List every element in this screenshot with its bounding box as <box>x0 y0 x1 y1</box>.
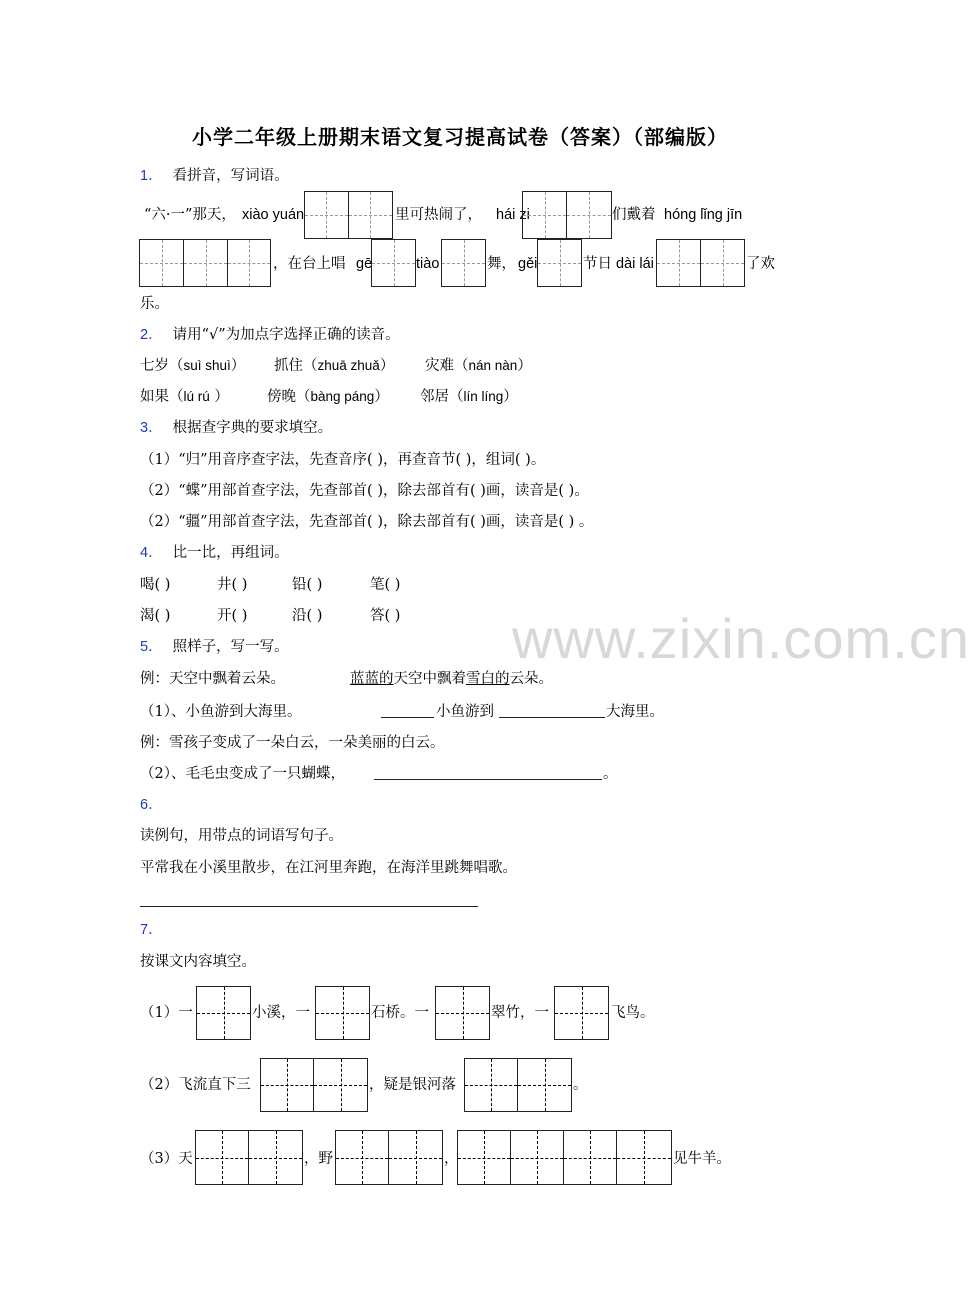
option-word: 抓住（ <box>274 358 318 374</box>
q1-pinyin: hái zi <box>496 207 530 223</box>
q5-example-2: 例：雪孩子变成了一朵白云，一朵美丽的白云。 <box>140 735 445 751</box>
q7-answer-grid[interactable] <box>554 986 609 1040</box>
q7-r2-text: ，疑是银河落 <box>369 1077 456 1093</box>
q7-r3-text: （3）天 <box>140 1151 193 1167</box>
q7-answer-grid[interactable] <box>435 986 490 1040</box>
question-prompt: 照样子，写一写。 <box>172 639 289 655</box>
grid-cell <box>261 1059 314 1111</box>
q1-answer-grid[interactable] <box>656 239 745 287</box>
grid-cell <box>314 1059 367 1111</box>
option-word: 如果（ <box>140 389 184 405</box>
question-1-header <box>140 166 289 186</box>
q3-line-1[interactable]: （1）“归”用音序查字法，先查音序( )，再查音节( )，组词( )。 <box>140 452 546 468</box>
grid-cell <box>523 192 567 238</box>
q2-option <box>140 387 229 407</box>
option-pinyin[interactable]: zhuā zhuǎ <box>317 358 380 373</box>
option-close: ） <box>379 358 395 374</box>
q4-item[interactable]: 渴( ) <box>140 608 171 624</box>
q1-answer-grid[interactable] <box>139 239 271 287</box>
option-word: 七岁（ <box>140 358 184 374</box>
q6-prompt: 读例句，用带点的词语写句子。 <box>140 828 343 844</box>
q5-sentence-1-end: 大海里。 <box>606 704 664 720</box>
question-prompt: 请用“√”为加点字选择正确的读音。 <box>172 327 400 343</box>
q1-text-g: 了欢 <box>746 256 775 272</box>
grid-cell <box>555 987 608 1039</box>
q7-r2-text: （2）飞流直下三 <box>140 1077 251 1093</box>
question-number: 7． <box>140 922 163 938</box>
underlined-word: 蓝蓝的 <box>350 671 394 687</box>
q7-r1-text: 翠竹，一 <box>491 1005 549 1021</box>
q5-sentence-1: （1）、小鱼游到大海里。 <box>140 704 302 720</box>
grid-cell <box>465 1059 518 1111</box>
q2-option <box>425 356 532 376</box>
question-number: 3． <box>140 420 163 436</box>
question-number: 2． <box>140 327 163 343</box>
grid-cell <box>617 1131 671 1184</box>
q6-example: 平常我在小溪里散步，在江河里奔跑，在海洋里跳舞唱歌。 <box>140 860 517 876</box>
question-7-header <box>140 920 173 940</box>
example-text: 天空中飘着 <box>393 671 466 687</box>
option-close: ） <box>209 389 229 405</box>
q2-option <box>267 387 389 407</box>
question-prompt: 根据查字典的要求填空。 <box>172 420 333 436</box>
q1-text-a: “六·一”那天， <box>144 207 236 223</box>
question-number: 4． <box>140 545 163 561</box>
grid-cell <box>196 1131 249 1184</box>
question-2-header <box>140 325 400 345</box>
answer-blank[interactable] <box>499 717 605 718</box>
q5-example-1: 例：天空中飘着云朵。 <box>140 671 285 687</box>
grid-cell <box>349 192 393 238</box>
question-6-header <box>140 795 173 815</box>
q1-text-f: 节日 <box>583 256 612 272</box>
q1-answer-grid[interactable] <box>371 239 416 287</box>
q7-answer-grid[interactable] <box>315 986 370 1040</box>
q1-pinyin: gē <box>356 256 373 272</box>
q1-pinyin: dài lái <box>616 256 654 272</box>
option-pinyin[interactable]: suì shuì <box>183 358 231 373</box>
q3-line-3[interactable]: （2）“疆”用部首查字法，先查部首( )，除去部首有( )画，读音是( ) 。 <box>140 514 594 530</box>
grid-cell <box>567 192 611 238</box>
grid-cell <box>197 987 250 1039</box>
q7-prompt: 按课文内容填空。 <box>140 954 256 970</box>
q1-text-e: 舞， <box>487 256 516 272</box>
answer-blank[interactable] <box>140 906 478 907</box>
question-3-header <box>140 418 332 438</box>
question-5-header <box>140 637 289 657</box>
question-number: 1． <box>140 168 163 184</box>
grid-cell <box>538 240 581 286</box>
answer-blank[interactable] <box>381 717 434 718</box>
q7-answer-grid[interactable] <box>260 1058 368 1112</box>
q4-item[interactable]: 开( ) <box>217 608 248 624</box>
watermark: www.zixin.com.cn <box>512 607 970 670</box>
option-word: 灾难（ <box>425 358 469 374</box>
q4-item[interactable]: 笔( ) <box>370 577 401 593</box>
grid-cell <box>564 1131 617 1184</box>
answer-blank[interactable] <box>374 779 602 780</box>
q2-option <box>420 387 518 407</box>
grid-cell <box>316 987 369 1039</box>
q4-item[interactable]: 答( ) <box>370 608 401 624</box>
grid-cell <box>140 240 184 286</box>
grid-cell <box>436 987 489 1039</box>
q3-line-2[interactable]: （2）“蝶”用部首查字法，先查部首( )，除去部首有( )画，读音是( )。 <box>140 483 589 499</box>
option-close: ） <box>503 389 518 405</box>
grid-cell <box>701 240 744 286</box>
option-pinyin[interactable]: lú rú <box>183 389 210 404</box>
q4-item[interactable]: 铅( ) <box>292 577 323 593</box>
grid-cell <box>184 240 228 286</box>
q7-r3-text: 见牛羊。 <box>673 1151 731 1167</box>
q1-pinyin: tiào <box>416 256 440 272</box>
q7-r3-text: ，野 <box>304 1151 333 1167</box>
q7-r3-text: ， <box>444 1151 459 1167</box>
question-prompt: 比一比，再组词。 <box>172 545 289 561</box>
q1-answer-grid[interactable] <box>304 191 393 239</box>
q7-r1-text: 石桥。一 <box>371 1005 429 1021</box>
grid-cell <box>518 1059 571 1111</box>
grid-cell <box>511 1131 564 1184</box>
q4-item[interactable]: 喝( ) <box>140 577 171 593</box>
grid-cell <box>458 1131 511 1184</box>
q1-pinyin: hóng lǐng jīn <box>664 207 743 223</box>
option-word: 傍晚（ <box>267 389 311 405</box>
q1-text-h: 乐。 <box>140 296 169 312</box>
q1-answer-grid[interactable] <box>537 239 582 287</box>
q7-answer-grid[interactable] <box>195 1130 303 1185</box>
q1-text-c: 们戴着 <box>612 207 656 223</box>
q1-answer-grid[interactable] <box>522 191 612 239</box>
q7-answer-grid[interactable] <box>457 1130 672 1185</box>
grid-cell <box>305 192 349 238</box>
grid-cell <box>228 240 270 286</box>
grid-cell <box>389 1131 442 1184</box>
q7-answer-grid[interactable] <box>196 986 251 1040</box>
q7-r1-text: 飞鸟。 <box>611 1005 655 1021</box>
q1-text-b: 里可热闹了， <box>395 207 482 223</box>
q4-item[interactable]: 井( ) <box>217 577 248 593</box>
q1-text-d: ，在台上唱 <box>273 256 346 272</box>
q5-sentence-1-mid: 小鱼游到 <box>436 704 494 720</box>
q1-pinyin: gěi <box>518 256 538 272</box>
option-pinyin[interactable]: bàng páng <box>310 389 375 404</box>
option-pinyin[interactable]: lín líng <box>463 389 504 404</box>
q7-r1-text: 小溪，一 <box>252 1005 310 1021</box>
option-close: ） <box>230 358 246 374</box>
q5-sentence-2: （2）、毛毛虫变成了一只蝴蝶， <box>140 766 345 782</box>
q5-sentence-2-end: 。 <box>603 766 618 782</box>
question-4-header <box>140 543 289 563</box>
grid-cell <box>657 240 701 286</box>
grid-cell <box>336 1131 389 1184</box>
q7-r2-text: 。 <box>573 1077 588 1093</box>
q1-pinyin: xiào yuán <box>242 207 305 223</box>
q4-item[interactable]: 沿( ) <box>292 608 323 624</box>
q7-answer-grid[interactable] <box>464 1058 572 1112</box>
grid-cell <box>249 1131 302 1184</box>
q2-option <box>274 356 394 376</box>
grid-cell <box>372 240 415 286</box>
example-text: 云朵。 <box>509 671 553 687</box>
option-word: 邻居（ <box>420 389 464 405</box>
underlined-word: 雪白的 <box>466 671 510 687</box>
question-number: 5． <box>140 639 163 655</box>
grid-cell <box>442 240 485 286</box>
q1-answer-grid[interactable] <box>441 239 486 287</box>
q5-example-1-answer <box>350 669 553 689</box>
q7-answer-grid[interactable] <box>335 1130 443 1185</box>
q2-option <box>140 356 245 376</box>
question-number: 6． <box>140 797 163 813</box>
option-pinyin[interactable]: nán nàn <box>468 358 518 373</box>
question-prompt: 看拼音，写词语。 <box>172 168 289 184</box>
option-close: ） <box>517 358 532 374</box>
q7-r1-text: （1）一 <box>140 1005 193 1021</box>
option-close: ） <box>374 389 389 405</box>
page-title: 小学二年级上册期末语文复习提高试卷（答案）（部编版） <box>192 125 728 149</box>
